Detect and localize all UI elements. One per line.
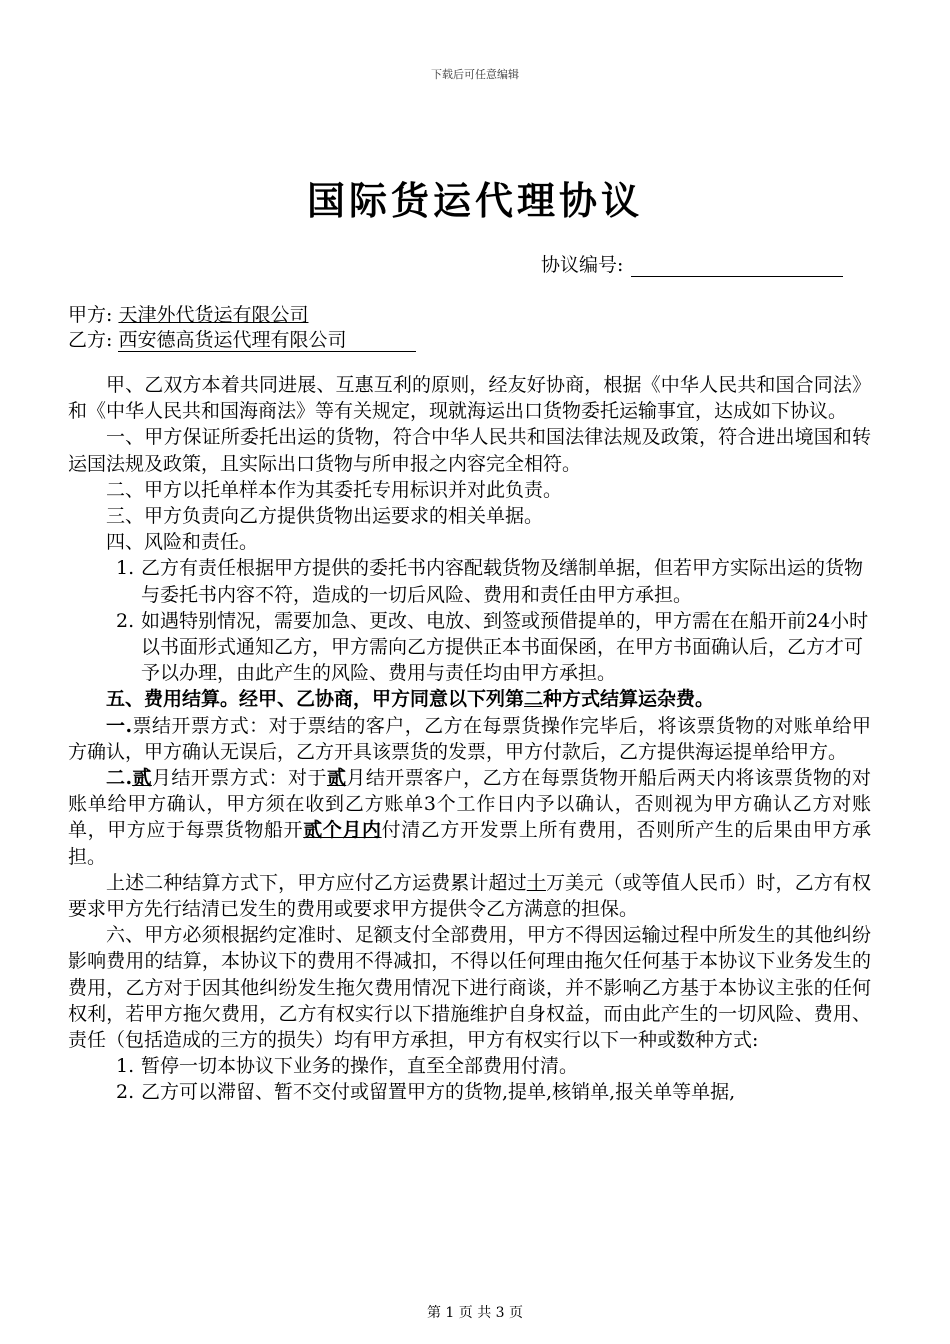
item-text: 乙方可以滞留、暂不交付或留置甲方的货物,提单,核销单,报关单等单据, bbox=[141, 1081, 736, 1104]
method-1 bbox=[68, 713, 871, 765]
method-2-head: 二. bbox=[106, 767, 133, 790]
item-text: 暂停一切本协议下业务的操作，直至全部费用付清。 bbox=[141, 1055, 579, 1078]
party-b bbox=[68, 325, 416, 352]
agreement-body bbox=[68, 372, 871, 1106]
clause-4-item-1 bbox=[68, 555, 871, 607]
item-number: 1. bbox=[116, 557, 135, 580]
agreement-number bbox=[541, 250, 843, 277]
item-number: 1. bbox=[116, 1055, 135, 1078]
method-2-text-a: 月结开票方式：对于 bbox=[151, 767, 327, 790]
method-2-period-b: 贰 bbox=[326, 767, 347, 790]
clause-4-item-2 bbox=[68, 608, 871, 687]
credit-limit bbox=[68, 870, 871, 922]
settlement-method-choice: 二 bbox=[524, 688, 544, 711]
item-number: 2. bbox=[116, 1081, 135, 1104]
agreement-number-blank bbox=[631, 254, 843, 277]
party-a-label: 甲方: bbox=[68, 304, 113, 326]
party-b-label: 乙方: bbox=[68, 329, 113, 351]
clause-6: 六、甲方必须根据约定准时、足额支付全部费用，甲方不得因运输过程中所发生的其他纠纷影响费用的结算，本协议下的费用不得减扣，不得以任何理由拖欠任何基于本协议下业务发生的费用，乙方对于因其他纠纷发生拖欠费用情况下进行商谈，并不影响乙方基于本协议主张的任何权利，若甲方拖欠费用，乙方有权实行以下措施维护自身权益，而由此产生的一切风险、费用、责任（包括造成的三方的损失）均有甲方承担，甲方有权实行以下一种或数种方式: bbox=[68, 924, 871, 1052]
document-title: 国际货运代理协议 bbox=[306, 178, 643, 223]
page-footer: 第 1 页 共 3 页 bbox=[426, 1305, 524, 1321]
method-1-text: 票结开票方式：对于票结的客户，乙方在每票货操作完毕后，将该票货物的对账单给甲方确认，甲方确认无误后，乙方开具该票货的发票，甲方付款后，乙方提供海运提单给甲方。 bbox=[68, 714, 871, 763]
header-note: 下载后可任意编辑 bbox=[431, 68, 519, 81]
clause-5-text-end: 种方式结算运杂费。 bbox=[543, 688, 715, 711]
credit-limit-text-b: 万美元（或等值人民币）时，乙方有权要求甲方先行结清已发生的费用或要求甲方提供令乙方满意的担保。 bbox=[68, 871, 871, 921]
item-text: 如遇特别情况，需要加急、更改、电放、到签或预借提单的，甲方需在在船开前24小时以书面形式通知乙方，甲方需向乙方提供正本书面保函，在甲方书面确认后，乙方才可予以办理，由此产生的风险、费用与责任均由甲方承担。 bbox=[141, 609, 869, 685]
clause-6-item-2 bbox=[68, 1079, 871, 1105]
method-2-deadline: 贰个月内 bbox=[303, 819, 382, 842]
party-a-name: 天津外代货运有限公司 bbox=[118, 304, 309, 326]
intro-paragraph: 甲、乙双方本着共同进展、互惠互利的原则，经友好协商，根据《中华人民共和国合同法》和《中华人民共和国海商法》等有关规定，现就海运出口货物委托运输事宜，达成如下协议。 bbox=[68, 374, 871, 423]
credit-limit-text-a: 上述二种结算方式下，甲方应付乙方运费累计超过 bbox=[106, 871, 527, 894]
clause-1: 一、甲方保证所委托出运的货物，符合中华人民共和国法律法规及政策，符合进出境国和转运国法规及政策，且实际出口货物与所申报之内容完全相符。 bbox=[68, 426, 871, 475]
clause-5-text: 五、费用结算。经甲、乙协商，甲方同意以下列第 bbox=[106, 688, 525, 711]
method-2-text-c: 付清乙方开发票上所有费用，否则所产生的后果由甲方承担。 bbox=[68, 819, 871, 868]
credit-limit-amount: 十 bbox=[526, 871, 546, 894]
clause-5 bbox=[68, 686, 871, 712]
party-b-name: 西安德高货运代理有限公司 bbox=[118, 329, 416, 352]
item-text: 乙方有责任根据甲方提供的委托书内容配载货物及缮制单据，但若甲方实际出运的货物与委托书内容不符，造成的一切后风险、费用和责任由甲方承担。 bbox=[141, 557, 864, 606]
method-2-period: 贰 bbox=[132, 767, 152, 790]
clause-6-item-1 bbox=[68, 1053, 871, 1079]
item-number: 2. bbox=[116, 609, 135, 632]
method-1-head: 一. bbox=[106, 714, 133, 737]
clause-4: 四、风险和责任。 bbox=[106, 531, 259, 554]
method-2-text-b: 月结开票客户，乙方在每票货物开船后两天内将该票货物的对账单给甲方确认，甲方须在收到乙方账单3个工作日内予以确认，否则视为甲方确认乙方对账单，甲方应于每票货物船开 bbox=[68, 767, 871, 842]
party-a bbox=[68, 300, 308, 327]
clause-2: 二、甲方以托单样本作为其委托专用标识并对此负责。 bbox=[106, 478, 563, 501]
method-2 bbox=[68, 765, 871, 870]
clause-3: 三、甲方负责向乙方提供货物出运要求的相关单据。 bbox=[106, 505, 544, 528]
agreement-number-label: 协议编号: bbox=[541, 254, 624, 276]
